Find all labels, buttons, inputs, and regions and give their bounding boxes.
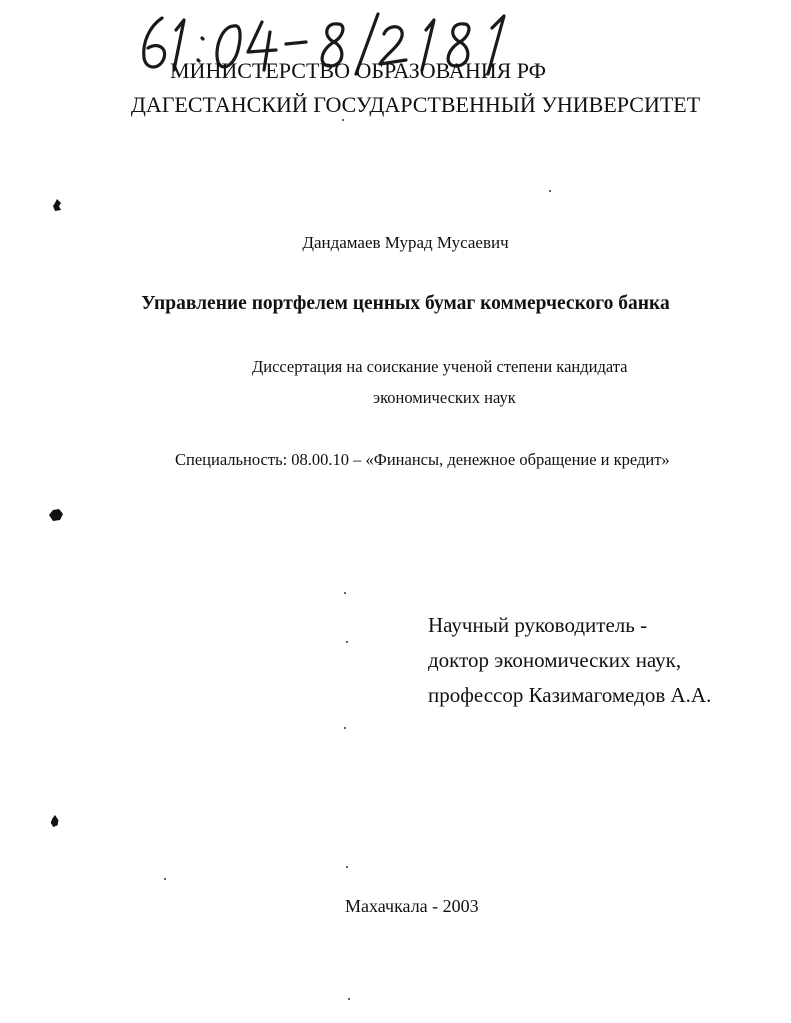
university-heading: ДАГЕСТАНСКИЙ ГОСУДАРСТВЕННЫЙ УНИВЕРСИТЕТ — [130, 92, 701, 117]
city-year: Махачкала - 2003 — [345, 896, 479, 916]
specialty-line: Специальность: 08.00.10 – «Финансы, денежное обращение и кредит» — [175, 450, 670, 469]
scan-speck — [164, 878, 166, 880]
scan-speck — [549, 190, 551, 192]
supervisor-block — [428, 608, 711, 713]
scan-speck — [344, 727, 346, 729]
dissertation-purpose-line1: Диссертация на соискание ученой степени кандидата — [252, 357, 628, 376]
scan-speck — [344, 592, 346, 594]
dissertation-title: Управление портфелем ценных бумаг коммерческого банка — [141, 293, 670, 314]
scan-speck — [342, 119, 344, 121]
dissertation-purpose-line2: экономических наук — [373, 388, 516, 407]
supervisor-role: Научный руководитель - — [428, 613, 648, 637]
scan-speck — [348, 998, 350, 1000]
scan-speck — [346, 641, 348, 643]
scan-hole-mark — [52, 199, 62, 211]
author-name: Дандамаев Мурад Мусаевич — [302, 233, 509, 252]
scan-hole-mark — [50, 815, 60, 827]
supervisor-name: профессор Казимагомедов А.А. — [428, 683, 712, 707]
scan-speck — [346, 866, 348, 868]
ministry-heading: МИНИСТЕРСТВО ОБРАЗОВАНИЯ РФ — [170, 58, 547, 83]
scan-hole-mark — [49, 509, 63, 521]
supervisor-degree: доктор экономических наук, — [428, 648, 682, 672]
